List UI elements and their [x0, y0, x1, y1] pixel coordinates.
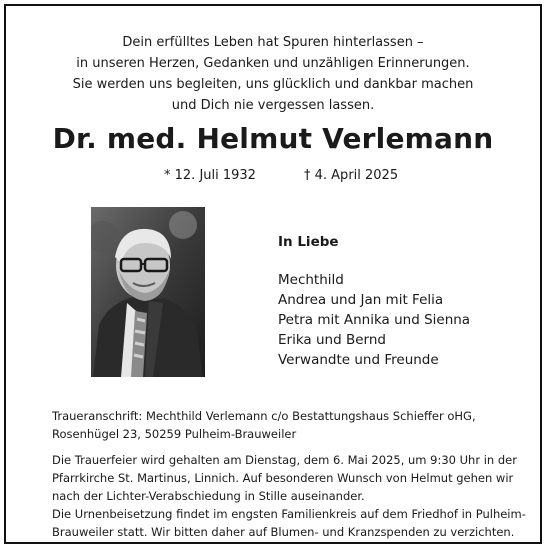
- ceremony-line: Die Trauerfeier wird gehalten am Dienstag, dem 6. Mai 2025, um 9:30 Uhr in der: [52, 453, 517, 467]
- service-details: [52, 407, 526, 541]
- poem-line: und Dich nie vergessen lassen.: [171, 98, 375, 113]
- ceremony-line: nach der Lichter-Verabschiedung in Stille auseinander.: [52, 489, 365, 503]
- mourners-list: [278, 234, 470, 370]
- portrait-image: [91, 207, 205, 377]
- ceremony-line: Brauweiler statt. Wir bitten daher auf Blumen- und Kranzspenden zu verzichten.: [52, 525, 515, 539]
- deceased-name: Dr. med. Helmut Verlemann: [52, 122, 494, 155]
- death-date: † 4. April 2025: [304, 168, 399, 183]
- ceremony-line: Pfarrkirche St. Martinus, Linnich. Auf besonderen Wunsch von Helmut gehen wir: [52, 471, 514, 485]
- poem-line: Dein erfülltes Leben hat Spuren hinterlassen –: [122, 35, 424, 50]
- family-member: Petra mit Annika und Sienna: [278, 312, 471, 328]
- poem-line: Sie werden uns begleiten, uns glücklich und dankbar machen: [72, 77, 474, 92]
- address-line: Rosenhügel 23, 50259 Pulheim-Brauweiler: [52, 427, 297, 441]
- family-member: Erika und Bernd: [278, 332, 386, 348]
- memorial-poem: [6, 32, 540, 116]
- family-member: Verwandte und Freunde: [278, 352, 439, 368]
- obituary-card: [4, 4, 542, 544]
- address-line: Traueranschrift: Mechthild Verlemann c/o Bestattungshaus Schieffer oHG,: [52, 409, 476, 423]
- poem-line: in unseren Herzen, Gedanken und unzähligen Erinnerungen.: [76, 56, 470, 71]
- family-member: Mechthild: [278, 272, 344, 288]
- mourners-heading: In Liebe: [278, 234, 339, 250]
- life-dates: [6, 168, 540, 186]
- family-names: [278, 270, 470, 370]
- ceremony-line: Die Urnenbeisetzung findet im engsten Familienkreis auf dem Friedhof in Pulheim-: [52, 507, 526, 521]
- family-member: Andrea und Jan mit Felia: [278, 292, 444, 308]
- birth-date: * 12. Juli 1932: [164, 168, 256, 183]
- portrait-photo: [91, 207, 205, 377]
